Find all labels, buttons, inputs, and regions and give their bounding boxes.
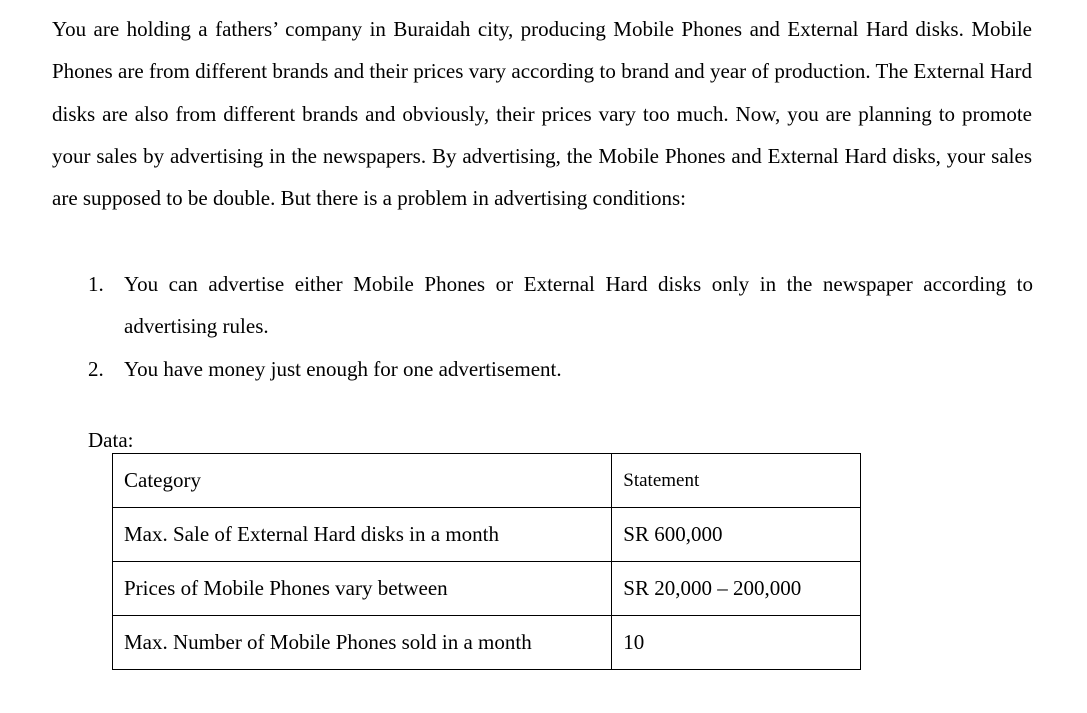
data-table (112, 453, 861, 670)
table-cell-statement: SR 20,000 – 200,000 (612, 562, 861, 616)
header-statement: Statement (612, 454, 861, 508)
intro-paragraph: You are holding a fathers’ company in Buraidah city, producing Mobile Phones and External Hard disks. Mobile Phones are from different brands and their prices vary according to brand and year of production. The External Hard disks are also from different brands and obviously, their prices vary too much. Now, you are planning to promote your sales by advertising in the newspapers. By advertising, the Mobile Phones and External Hard disks, your sales are supposed to be double. But there is a problem in advertising conditions: (52, 17, 1032, 211)
list-item-number: 1. (88, 272, 104, 296)
table-cell-category: Max. Sale of External Hard disks in a month (113, 508, 612, 562)
list-item-text: You can advertise either Mobile Phones or External Hard disks only in the newspaper according to advertising rules. (124, 272, 1033, 339)
header-category: Category (113, 454, 612, 508)
table-header-row (113, 454, 861, 508)
list-item (88, 263, 1033, 348)
conditions-list (88, 263, 1033, 390)
table-cell-category: Max. Number of Mobile Phones sold in a month (113, 616, 612, 670)
table-cell-category: Prices of Mobile Phones vary between (113, 562, 612, 616)
table-cell-statement: SR 600,000 (612, 508, 861, 562)
list-item (88, 348, 1033, 390)
table-row (113, 508, 861, 562)
list-item-number: 2. (88, 356, 104, 381)
table-row (113, 562, 861, 616)
table-row (113, 616, 861, 670)
table-cell-statement: 10 (612, 616, 861, 670)
list-item-text: You have money just enough for one advertisement. (124, 356, 562, 381)
data-label: Data: (88, 428, 134, 452)
